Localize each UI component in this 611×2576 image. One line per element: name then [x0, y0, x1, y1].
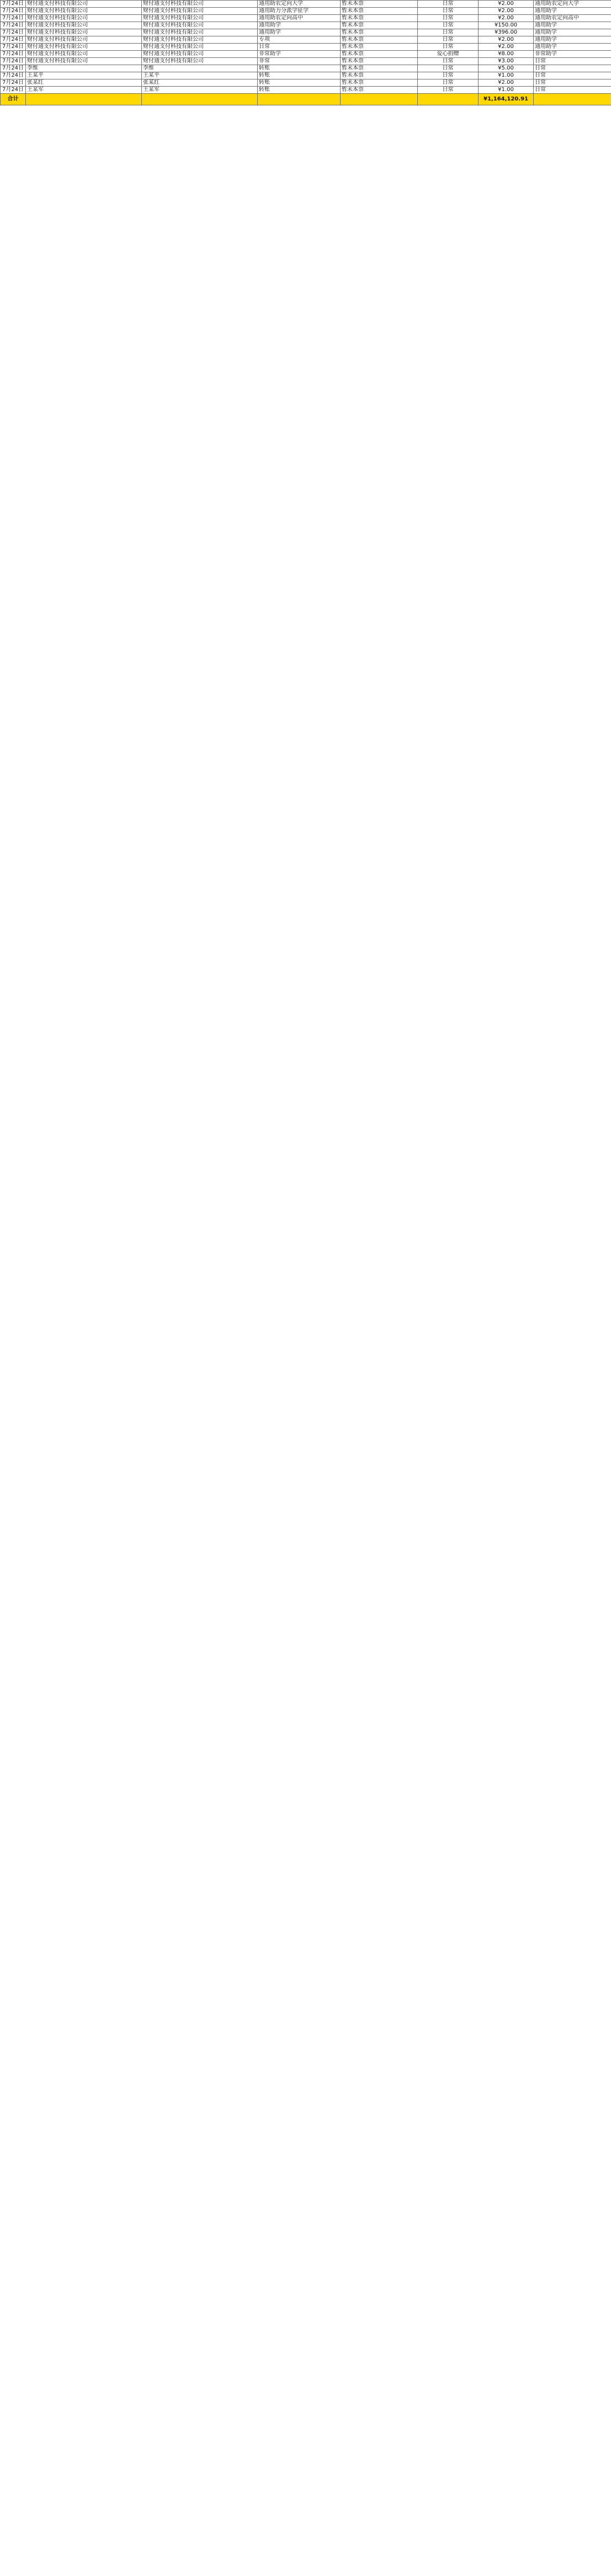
table-cell: 7月24日 [1, 51, 26, 58]
table-cell: 日常 [418, 58, 479, 65]
table-cell: 暂未本票 [341, 72, 418, 79]
table-cell: 通用助农定向高中 [534, 15, 611, 22]
table-cell: 日常 [534, 72, 611, 79]
table-cell: 暂未本票 [341, 79, 418, 87]
table-cell: 日常 [534, 79, 611, 87]
table-row [1, 15, 611, 22]
table-cell: ¥8.00 [479, 51, 534, 58]
table-cell: 暂未本票 [341, 29, 418, 36]
table-cell: 暂未本票 [341, 8, 418, 15]
table-cell: 日常 [418, 29, 479, 36]
table-cell: 日常 [418, 1, 479, 8]
table-cell: 暂未本票 [341, 58, 418, 65]
table-cell: 张某红 [26, 79, 142, 87]
table-cell: 专项 [258, 36, 341, 44]
table-cell: 暂未本票 [341, 51, 418, 58]
table-row [1, 79, 611, 87]
table-cell: 转账 [258, 72, 341, 79]
table-cell: ¥2.00 [479, 79, 534, 87]
table-cell: 爱心捐赠 [418, 51, 479, 58]
table-cell: 财付通支付科技有限公司 [142, 1, 258, 8]
table-cell: 通用助学 [534, 8, 611, 15]
table-cell: 7月24日 [1, 65, 26, 72]
table-cell: 通用助学 [258, 29, 341, 36]
table-cell: 暂未本票 [341, 15, 418, 22]
table-cell: 日常 [418, 72, 479, 79]
table-cell: 转账 [258, 65, 341, 72]
table-cell: 财付通支付科技有限公司 [142, 8, 258, 15]
table-cell: 暂未本票 [341, 36, 418, 44]
table-row [1, 65, 611, 72]
table-cell: ¥5.00 [479, 65, 534, 72]
total-row [1, 94, 611, 105]
table-cell: 通用助学 [534, 44, 611, 51]
table-cell: 通用助学 [534, 36, 611, 44]
table-row [1, 1, 611, 8]
table-cell: 财付通支付科技有限公司 [142, 36, 258, 44]
table-row [1, 72, 611, 79]
table-cell: 日常 [418, 87, 479, 94]
table-row [1, 36, 611, 44]
table-cell: 通用助农定向高中 [258, 15, 341, 22]
table-cell: ¥2.00 [479, 44, 534, 51]
table-cell: 7月24日 [1, 15, 26, 22]
table-cell: 日常 [534, 65, 611, 72]
table-cell: 暂未本票 [341, 87, 418, 94]
table-cell: 财付通支付科技有限公司 [26, 1, 142, 8]
table-cell: 日常 [418, 15, 479, 22]
table-row [1, 44, 611, 51]
table-cell: 财付通支付科技有限公司 [142, 51, 258, 58]
table-cell: 7月24日 [1, 36, 26, 44]
table-cell: 财付通支付科技有限公司 [142, 15, 258, 22]
table-cell: 非常助学 [258, 51, 341, 58]
donation-ledger-table [0, 0, 611, 105]
table-cell: 日常 [418, 65, 479, 72]
table-cell: 日常 [418, 79, 479, 87]
table-cell: 李维 [142, 65, 258, 72]
table-row [1, 58, 611, 65]
table-cell: 通用助力分派学征学 [258, 8, 341, 15]
table-cell: ¥2.00 [479, 1, 534, 8]
table-cell: 暂未本票 [341, 65, 418, 72]
total-label: 合计 [1, 94, 26, 105]
table-cell: 日常 [418, 36, 479, 44]
table-cell: 暂未本票 [341, 1, 418, 8]
table-cell: 7月24日 [1, 22, 26, 29]
table-cell: ¥2.00 [479, 8, 534, 15]
table-cell: 日常 [534, 87, 611, 94]
table-cell: 财付通支付科技有限公司 [26, 44, 142, 51]
table-cell: 王某军 [26, 87, 142, 94]
table-cell: 7月24日 [1, 44, 26, 51]
table-row [1, 87, 611, 94]
table-cell: 通用助学 [534, 22, 611, 29]
table-row [1, 51, 611, 58]
table-cell: 通用助学 [534, 29, 611, 36]
table-cell: ¥150.00 [479, 22, 534, 29]
total-amount: ¥1,164,120.91 [479, 94, 534, 105]
table-cell: 通用助农定向大学 [258, 1, 341, 8]
table-cell: 王某平 [142, 72, 258, 79]
table-cell: 7月24日 [1, 79, 26, 87]
table-row [1, 29, 611, 36]
table-cell: 非常 [258, 58, 341, 65]
table-cell: 财付通支付科技有限公司 [26, 29, 142, 36]
table-cell: 7月24日 [1, 1, 26, 8]
table-cell: ¥3.00 [479, 58, 534, 65]
table-cell: 财付通支付科技有限公司 [142, 29, 258, 36]
table-cell: ¥1.00 [479, 87, 534, 94]
table-cell: 财付通支付科技有限公司 [142, 44, 258, 51]
table-cell: 非常助学 [534, 51, 611, 58]
table-cell: 财付通支付科技有限公司 [142, 58, 258, 65]
table-cell: ¥2.00 [479, 15, 534, 22]
table-cell: 王某平 [26, 72, 142, 79]
table-cell: 7月24日 [1, 8, 26, 15]
table-cell: 张某红 [142, 79, 258, 87]
table-cell: 财付通支付科技有限公司 [142, 22, 258, 29]
table-cell: ¥2.00 [479, 36, 534, 44]
table-cell: 财付通支付科技有限公司 [26, 22, 142, 29]
table-cell: ¥396.00 [479, 29, 534, 36]
table-cell: 7月24日 [1, 72, 26, 79]
table-cell: 7月24日 [1, 29, 26, 36]
table-cell: 暂未本票 [341, 22, 418, 29]
table-cell: 财付通支付科技有限公司 [26, 8, 142, 15]
table-cell: 李维 [26, 65, 142, 72]
table-cell: 转账 [258, 79, 341, 87]
table-row [1, 8, 611, 15]
table-cell: 通用助学 [258, 22, 341, 29]
table-cell: 7月24日 [1, 58, 26, 65]
table-cell: 财付通支付科技有限公司 [26, 36, 142, 44]
table-cell: 通用助农定向大学 [534, 1, 611, 8]
table-cell: 日常 [418, 22, 479, 29]
table-cell: 王某军 [142, 87, 258, 94]
table-cell: 财付通支付科技有限公司 [26, 15, 142, 22]
table-cell: 财付通支付科技有限公司 [26, 58, 142, 65]
table-cell: 转账 [258, 87, 341, 94]
table-cell: 暂未本票 [341, 44, 418, 51]
table-row [1, 22, 611, 29]
table-cell: 财付通支付科技有限公司 [26, 51, 142, 58]
table-cell: 日常 [534, 58, 611, 65]
table-cell: 日常 [258, 44, 341, 51]
table-cell: 7月24日 [1, 87, 26, 94]
table-cell: ¥1.00 [479, 72, 534, 79]
table-cell: 日常 [418, 44, 479, 51]
table-cell: 日常 [418, 8, 479, 15]
